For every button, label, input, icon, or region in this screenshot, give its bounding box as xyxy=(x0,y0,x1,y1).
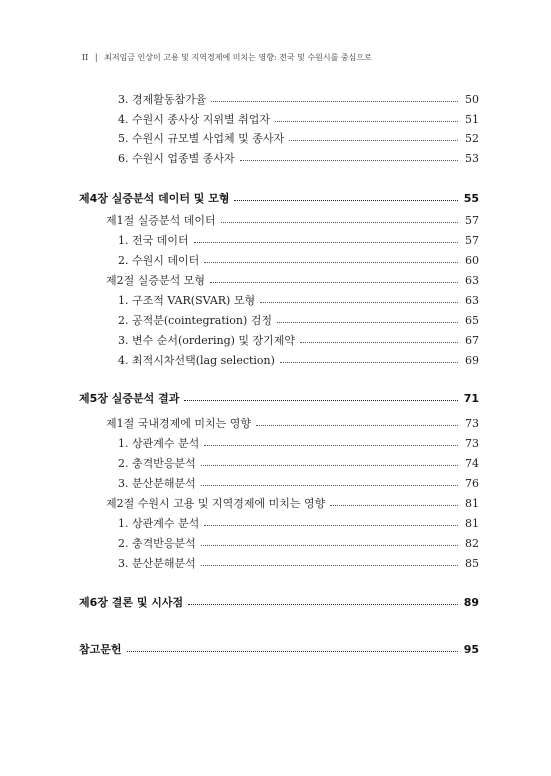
toc-leader-dots xyxy=(240,160,458,161)
toc-leader-dots xyxy=(280,362,458,363)
toc-entry[interactable] xyxy=(118,232,479,248)
toc-section-entry[interactable] xyxy=(106,495,479,511)
toc-entry[interactable] xyxy=(118,150,479,166)
toc-leader-dots xyxy=(194,242,458,243)
toc-entry[interactable] xyxy=(118,352,479,368)
toc-leader-dots xyxy=(260,302,458,303)
toc-chapter-label: 제4장 실증분석 데이터 및 모형 xyxy=(79,192,230,205)
toc-leader-dots xyxy=(204,445,458,446)
toc-section-page: 81 xyxy=(465,497,479,510)
toc-entry-page: 82 xyxy=(465,537,479,550)
toc-entry[interactable] xyxy=(118,332,479,348)
toc-entry[interactable] xyxy=(118,475,479,491)
toc-entry-label: 2. 공적분(cointegration) 검정 xyxy=(118,314,273,327)
toc-chapter-entry[interactable] xyxy=(79,641,479,657)
toc-entry-page: 73 xyxy=(465,437,479,450)
toc-entry-label: 1. 상관계수 분석 xyxy=(118,517,200,530)
toc-section-label: 제2절 수원시 고용 및 지역경제에 미치는 영향 xyxy=(106,497,326,510)
toc-entry[interactable] xyxy=(118,111,479,127)
toc-entry-label: 4. 최적시차선택(lag selection) xyxy=(118,354,275,367)
toc-entry-page: 52 xyxy=(465,132,479,145)
toc-chapter-entry[interactable] xyxy=(79,190,479,206)
toc-entry[interactable] xyxy=(118,515,479,531)
toc-entry-page: 63 xyxy=(465,294,479,307)
toc-leader-dots xyxy=(300,342,458,343)
toc-entry-label: 2. 충격반응분석 xyxy=(118,537,196,550)
toc-entry-label: 1. 구조적 VAR(SVAR) 모형 xyxy=(118,294,256,307)
toc-section-page: 57 xyxy=(465,214,479,227)
toc-entry-label: 3. 분산분해분석 xyxy=(118,557,196,570)
toc-entry[interactable] xyxy=(118,312,479,328)
toc-entry-page: 67 xyxy=(465,334,479,347)
toc-entry-page: 51 xyxy=(465,113,479,126)
toc-leader-dots xyxy=(127,651,458,652)
toc-entry[interactable] xyxy=(118,455,479,471)
toc-leader-dots xyxy=(201,545,458,546)
toc-entry-label: 1. 전국 데이터 xyxy=(118,234,189,247)
toc-leader-dots xyxy=(277,322,458,323)
header-page-number: II xyxy=(82,53,89,62)
header-title: 최저임금 인상이 고용 및 지역경제에 미치는 영향: 전국 및 수원시를 중심으로 xyxy=(104,53,372,62)
toc-entry-label: 5. 수원시 규모별 사업체 및 종사자 xyxy=(118,132,285,145)
toc-chapter-page: 55 xyxy=(463,192,479,205)
toc-entry-page: 81 xyxy=(465,517,479,530)
toc-entry-page: 69 xyxy=(465,354,479,367)
toc-entry-page: 53 xyxy=(465,152,479,165)
toc-leader-dots xyxy=(201,465,458,466)
toc-chapter-entry[interactable] xyxy=(79,390,479,406)
toc-entry-page: 57 xyxy=(465,234,479,247)
toc-entry[interactable] xyxy=(118,91,479,107)
toc-chapter-label: 제6장 결론 및 시사점 xyxy=(79,596,184,609)
toc-entry[interactable] xyxy=(118,555,479,571)
toc-section-entry[interactable] xyxy=(106,272,479,288)
toc-entry-label: 3. 분산분해분석 xyxy=(118,477,196,490)
toc-section-label: 제1절 실증분석 데이터 xyxy=(106,214,216,227)
toc-entry-label: 3. 변수 순서(ordering) 및 장기제약 xyxy=(118,334,296,347)
toc-chapter-entry[interactable] xyxy=(79,594,479,610)
toc-entry-label: 2. 수원시 데이터 xyxy=(118,254,200,267)
toc-chapter-label: 제5장 실증분석 결과 xyxy=(79,392,180,405)
toc-entry[interactable] xyxy=(118,435,479,451)
toc-section-page: 63 xyxy=(465,274,479,287)
toc-entry-page: 60 xyxy=(465,254,479,267)
header-separator: | xyxy=(94,53,98,62)
toc-entry-page: 65 xyxy=(465,314,479,327)
toc-entry[interactable] xyxy=(118,130,479,146)
toc-entry-label: 6. 수원시 업종별 종사자 xyxy=(118,152,235,165)
toc-entry[interactable] xyxy=(118,252,479,268)
toc-entry-label: 1. 상관계수 분석 xyxy=(118,437,200,450)
toc-section-label: 제2절 실증분석 모형 xyxy=(106,274,205,287)
toc-entry-label: 4. 수원시 종사상 지위별 취업자 xyxy=(118,113,270,126)
toc-leader-dots xyxy=(234,200,458,201)
toc-leader-dots xyxy=(221,222,458,223)
toc-leader-dots xyxy=(184,400,458,401)
toc-section-label: 제1절 국내경제에 미치는 영향 xyxy=(106,417,251,430)
toc-leader-dots xyxy=(201,485,458,486)
toc-leader-dots xyxy=(210,282,458,283)
toc-entry-page: 74 xyxy=(465,457,479,470)
toc-section-entry[interactable] xyxy=(106,415,479,431)
toc-entry-page: 50 xyxy=(465,93,479,106)
toc-entry-page: 85 xyxy=(465,557,479,570)
toc-chapter-page: 71 xyxy=(463,392,479,405)
toc-section-page: 73 xyxy=(465,417,479,430)
toc-chapter-page: 95 xyxy=(463,643,479,656)
toc-entry-label: 2. 충격반응분석 xyxy=(118,457,196,470)
toc-leader-dots xyxy=(275,121,458,122)
toc-leader-dots xyxy=(289,140,458,141)
toc-leader-dots xyxy=(211,101,458,102)
toc-leader-dots xyxy=(330,505,458,506)
toc-entry-label: 3. 경제활동참가율 xyxy=(118,93,207,106)
toc-leader-dots xyxy=(188,604,458,605)
toc-chapter-page: 89 xyxy=(463,596,479,609)
toc-entry-page: 76 xyxy=(465,477,479,490)
toc-leader-dots xyxy=(201,565,458,566)
running-header xyxy=(82,52,372,63)
toc-entry[interactable] xyxy=(118,292,479,308)
toc-leader-dots xyxy=(204,262,458,263)
toc-leader-dots xyxy=(256,425,458,426)
toc-entry[interactable] xyxy=(118,535,479,551)
toc-chapter-label: 참고문헌 xyxy=(79,643,122,656)
toc-leader-dots xyxy=(204,525,458,526)
toc-section-entry[interactable] xyxy=(106,212,479,228)
